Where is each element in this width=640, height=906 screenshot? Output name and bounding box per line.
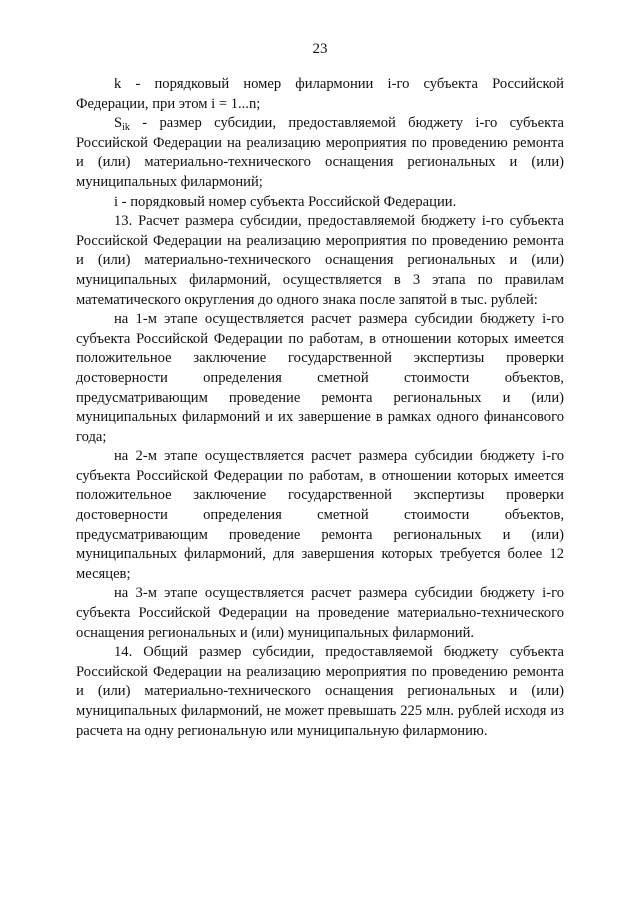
paragraph-clause-14: 14. Общий размер субсидии, предоставляемой бюджету субъекта Российской Федерации на реализацию мероприятия по проведению ремонта и (или) материально-технического оснащения региональных и (или) муниципальных филармоний, не может превышать 225 млн. рублей исходя из расчета на одну региональную или муниципальную филармонию. <box>76 644 564 739</box>
sik-subscript: ik <box>122 122 130 134</box>
page-number: 23 <box>312 41 328 57</box>
sik-symbol: S <box>114 115 123 132</box>
paragraph-k-definition: k - порядковый номер филармонии i-го субъекта Российской Федерации, при этом i = 1...n; <box>76 76 564 112</box>
paragraph-clause-13: 13. Расчет размера субсидии, предоставляемой бюджету i-го субъекта Российской Федерации на реализацию мероприятия по проведению ремонта и (или) материально-технического оснащения региональных и (или) муниципальных филармоний, осуществляется в 3 этапа по правилам математического округления до одного знака после запятой в тыс. рублей: <box>76 213 564 308</box>
paragraph-sik-definition <box>76 114 564 192</box>
paragraph-stage-2: на 2-м этапе осуществляется расчет размера субсидии бюджету i-го субъекта Российской Федерации по работам, в отношении которых имеется положительное заключение государственной экспертизы проверки достоверности определения сметной стоимости объектов, предусматривающим проведение ремонта региональных и (или) муниципальных филармоний, для завершения которых требуется более 12 месяцев; <box>76 448 564 582</box>
document-body <box>76 75 564 741</box>
paragraph-i-definition: i - порядковый номер субъекта Российской Федерации. <box>114 193 457 210</box>
paragraph-stage-1: на 1-м этапе осуществляется расчет размера субсидии бюджету i-го субъекта Российской Федерации по работам, в отношении которых имеется положительное заключение государственной экспертизы проверки достоверности определения сметной стоимости объектов, предусматривающим проведение ремонта региональных и (или) муниципальных филармоний и их завершение в рамках одного финансового года; <box>76 311 564 445</box>
sik-definition-text: - размер субсидии, предоставляемой бюджету i-го субъекта Российской Федерации на реализацию мероприятия по проведению ремонта и (или) материально-технического оснащения региональных и (или) муниципальных филармоний; <box>76 115 564 190</box>
paragraph-stage-3: на 3-м этапе осуществляется расчет размера субсидии бюджету i-го субъекта Российской Федерации на проведение материально-технического оснащения региональных и (или) муниципальных филармоний. <box>76 585 564 641</box>
